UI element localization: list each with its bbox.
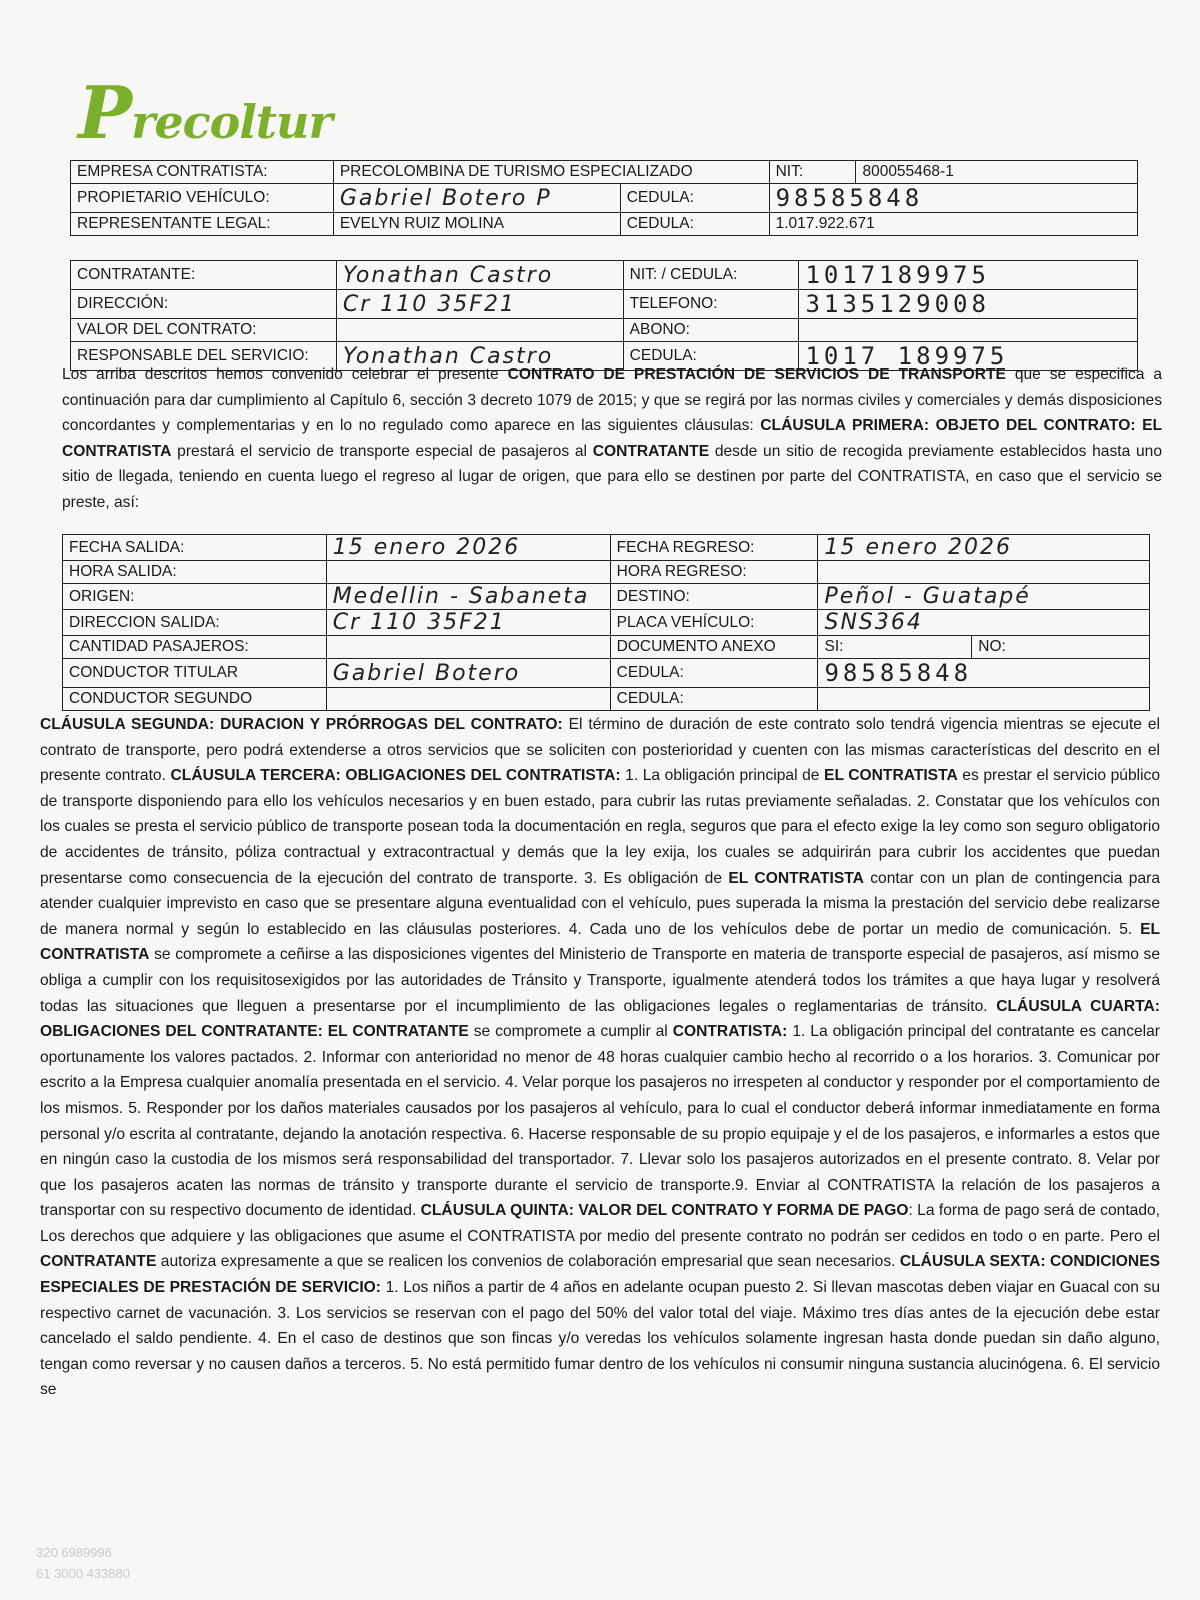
clause-3-text-b: es prestar el servicio público de transporte disponiendo para ello los vehículos necesarios y en buen estado, para cubrir las rutas previamente señaladas. 2. Constatar que los vehículos con los cuales se presta el servicio público de transporte posean toda la documentación en regla, seguros que para el efecto exige la ley como son seguro obligatorio de accidentes de tránsito, póliza contractual y extracontractual y demás que la ley exija, los cuales se adquirirán para cubrir los accidentes que puedan presentarse como consecuencia de la ejecución del contrato de transporte. 3. Es obligación de [40, 767, 1161, 887]
contratante-value: Yonathan Castro [336, 261, 623, 290]
direccion-value: Cr 110 35F21 [336, 290, 623, 319]
contratante-bold: CONTRATANTE [592, 442, 710, 460]
intro-paragraph [62, 362, 1162, 516]
hora-regreso-value [818, 561, 1150, 584]
clause-3-text-d: se compromete a ceñirse a las disposiciones vigentes del Ministerio de Transporte en materia de transporte especial de pasajeros, así mismo se obliga a cumplir con los requisitosexigidos por las autoridades de Tránsito y Transporte, igualmente atenderá todos los trámites a que haya lugar y resolverá todas las situaciones que lleguen a presentarse por el incumplimiento de las obligaciones legales o reglamentarias de tránsito. [40, 946, 1160, 1015]
abono-value [799, 319, 1138, 342]
propietario-label: PROPIETARIO VEHÍCULO: [71, 184, 334, 213]
representante-label: REPRESENTANTE LEGAL: [71, 213, 334, 236]
hora-salida-value [326, 561, 610, 584]
contratista-bold: EL CONTRATISTA [824, 767, 958, 785]
clause-3-heading: CLÁUSULA TERCERA: OBLIGACIONES DEL CONTRATISTA: [170, 767, 621, 785]
contract-title: CONTRATO DE PRESTACIÓN DE SERVICIOS DE TRANSPORTE [507, 366, 1006, 383]
conductor-segundo-value [326, 688, 610, 711]
cantidad-value [326, 636, 610, 659]
direccion-label: DIRECCIÓN: [71, 290, 337, 319]
representante-cedula-value: 1.017.922.671 [769, 213, 1137, 236]
propietario-cedula-value: 98585848 [769, 184, 1137, 213]
conductor-value: Gabriel Botero [326, 659, 610, 688]
direccion-salida-label: DIRECCION SALIDA: [63, 610, 327, 636]
contratista-bold: CONTRATISTA: [672, 1023, 788, 1041]
documento-anexo-label: DOCUMENTO ANEXO [610, 636, 818, 659]
hora-salida-label: HORA SALIDA: [63, 561, 327, 584]
conductor-segundo-label: CONDUCTOR SEGUNDO [63, 688, 327, 711]
placa-value: SNS364 [818, 610, 1150, 636]
clause-3-text-a: 1. La obligación principal de [620, 767, 825, 785]
footer-phone-1: 320 6989996 [36, 1545, 112, 1560]
clause-5-text-b: autoriza expresamente a que se realicen los convenios de colaboración empresarial que sean necesarios. [156, 1253, 900, 1271]
responsable-cedula-value: 1017 189975 [799, 342, 1138, 371]
client-table [70, 260, 1138, 371]
contratista-bold: EL CONTRATISTA [40, 920, 1160, 964]
conductor-segundo-cedula-label: CEDULA: [610, 688, 818, 711]
fecha-salida-value: 15 enero 2026 [326, 535, 610, 561]
conductor-cedula-value: 98585848 [818, 659, 1150, 688]
cantidad-label: CANTIDAD PASAJEROS: [63, 636, 327, 659]
nit-cedula-value: 1017189975 [799, 261, 1138, 290]
footer-phone-2: 61 3000 433880 [36, 1566, 130, 1581]
responsable-label: RESPONSABLE DEL SERVICIO: [71, 342, 337, 371]
clause-4-heading: CLÁUSULA CUARTA: OBLIGACIONES DEL CONTRATANTE: EL CONTRATANTE [40, 997, 1160, 1041]
clause-2-text: El término de duración de este contrato solo tendrá vigencia mientras se ejecute el contrato de transporte, pero podrá extenderse a otros servicios que se soliciten con posterioridad y cuenten con las mismas características del descrito en el presente contrato. [40, 716, 1160, 785]
nit-value: 800055468-1 [856, 161, 1138, 184]
trip-table [62, 534, 1150, 711]
intro-text-3: prestará el servicio de transporte especial de pasajeros al [171, 442, 593, 460]
si-label: SI: [818, 636, 972, 659]
clause-5-heading: CLÁUSULA QUINTA: VALOR DEL CONTRATO Y FORMA DE PAGO [420, 1202, 909, 1220]
clauses-body [40, 712, 1160, 1403]
fecha-regreso-value: 15 enero 2026 [818, 535, 1150, 561]
clause-3-text-c: contar con un plan de contingencia para atender cualquier imprevisto en caso que se presentare alguna eventualidad con el vehículo, pues superada la misma la prestación del servicio debe realizarse de manera normal y según lo establecido en las cláusulas posteriores. 4. Cada uno de los vehículos debe de portar un medio de comunicación. 5. [40, 869, 1160, 938]
nit-cedula-label: NIT: / CEDULA: [623, 261, 799, 290]
conductor-cedula-label: CEDULA: [610, 659, 818, 688]
fecha-regreso-label: FECHA REGRESO: [610, 535, 818, 561]
clause-2-heading: CLÁUSULA SEGUNDA: DURACION Y PRÓRROGAS DEL CONTRATO: [40, 716, 563, 733]
telefono-label: TELEFONO: [623, 290, 799, 319]
origen-value: Medellin - Sabaneta [326, 584, 610, 610]
clause-6-heading: CLÁUSULA SEXTA: CONDICIONES ESPECIALES DE PRESTACIÓN DE SERVICIO: [40, 1253, 1160, 1297]
direccion-salida-value: Cr 110 35F21 [326, 610, 610, 636]
clause-4-text-a: se compromete a cumplir al [468, 1023, 673, 1041]
valor-value [336, 319, 623, 342]
no-label: NO: [972, 636, 1150, 659]
contratante-bold: CONTRATANTE [40, 1253, 157, 1271]
propietario-value: Gabriel Botero P [333, 184, 620, 213]
fecha-salida-label: FECHA SALIDA: [63, 535, 327, 561]
intro-text-4: desde un sitio de recogida previamente establecidos hasta uno sitio de llegada, teniendo en cuenta luego el regreso al lugar de origen, que para ello se destinen por parte del CONTRATISTA, en caso que el servicio se preste, así: [62, 442, 1162, 511]
intro-text-2: que se especifica a continuación para dar cumplimiento al Capítulo 6, sección 3 decreto 1079 de 2015; y que se regirá por las normas civiles y comerciales y demás disposiciones concordantes y complementarias y en lo no regulado como aparece en las siguientes cláusulas: [62, 366, 1162, 435]
empresa-label: EMPRESA CONTRATISTA: [71, 161, 334, 184]
empresa-value: PRECOLOMBINA DE TURISMO ESPECIALIZADO [333, 161, 769, 184]
nit-label: NIT: [769, 161, 856, 184]
representante-value: EVELYN RUIZ MOLINA [333, 213, 620, 236]
clause-1-heading: CLÁUSULA PRIMERA: OBJETO DEL CONTRATO: EL CONTRATISTA [62, 417, 1163, 460]
responsable-value: Yonathan Castro [336, 342, 623, 371]
company-table [70, 160, 1138, 236]
telefono-value: 3135129008 [799, 290, 1138, 319]
contratista-bold: EL CONTRATISTA [728, 869, 864, 887]
hora-regreso-label: HORA REGRESO: [610, 561, 818, 584]
placa-label: PLACA VEHÍCULO: [610, 610, 818, 636]
cedula-label: CEDULA: [620, 184, 769, 213]
clause-5-text-a: : La forma de pago será de contado, Los derechos que adquiere y las obligaciones que asume el CONTRATISTA por medio del presente contrato no podrán ser cedidos en todo o en parte. Pero el [40, 1202, 1160, 1245]
conductor-label: CONDUCTOR TITULAR [63, 659, 327, 688]
cedula-label: CEDULA: [620, 213, 769, 236]
valor-label: VALOR DEL CONTRATO: [71, 319, 337, 342]
destino-value: Peñol - Guatapé [818, 584, 1150, 610]
destino-label: DESTINO: [610, 584, 818, 610]
clause-6-text: 1. Los niños a partir de 4 años en adelante ocupan puesto 2. Si llevan mascotas deben viajar en Guacal con su respectivo carnet de vacunación. 3. Los servicios se reservan con el pago del 50% del valor total del viaje. Máximo tres días antes de la ejecución debe estar cancelado el saldo pendiente. 4. En el caso de destinos que son fincas y/o veredas los vehículos solamente ingresan hasta donde puedan sin daño alguno, tengan como reversar y no causen daños a terceros. 5. No está permitido fumar dentro de los vehículos ni consumir ninguna sustancia alucinógena. 6. El servicio se [40, 1279, 1160, 1399]
precoltur-logo: Precoltur [78, 70, 332, 155]
clause-4-text-b: 1. La obligación principal del contratante es cancelar oportunamente los valores pactados. 2. Informar con anterioridad no menor de 48 horas cualquier cambio hecho al recorrido o a los horarios. 3. Comunicar por escrito a la Empresa cualquier anomalía presentada en el servicio. 4. Velar porque los pasajeros no irrespeten al conductor y responder por el comportamiento de los mismos. 5. Responder por los daños materiales causados por los pasajeros al vehículo, para lo cual el conductor deberá informar inmediatamente en forma personal y/o escrita al contratante, dejando la anotación respectiva. 6. Hacerse responsable de su propio equipaje y el de los pasajeros, e informarles a estos que en ningún caso la custodia de los mismos será responsabilidad del transportador. 7. Llevar solo los pasajeros autorizados en el presente contrato. 8. Velar por que los pasajeros acaten las normas de tránsito y transporte durante el servicio de transporte.9. Enviar al CONTRATISTA la relación de los pasajeros a transportar con su respectivo documento de identidad. [40, 1023, 1160, 1220]
abono-label: ABONO: [623, 319, 799, 342]
intro-text-1: Los arriba descritos hemos convenido celebrar el presente [62, 366, 508, 383]
conductor-segundo-cedula-value [818, 688, 1150, 711]
responsable-cedula-label: CEDULA: [623, 342, 799, 371]
contratante-label: CONTRATANTE: [71, 261, 337, 290]
origen-label: ORIGEN: [63, 584, 327, 610]
